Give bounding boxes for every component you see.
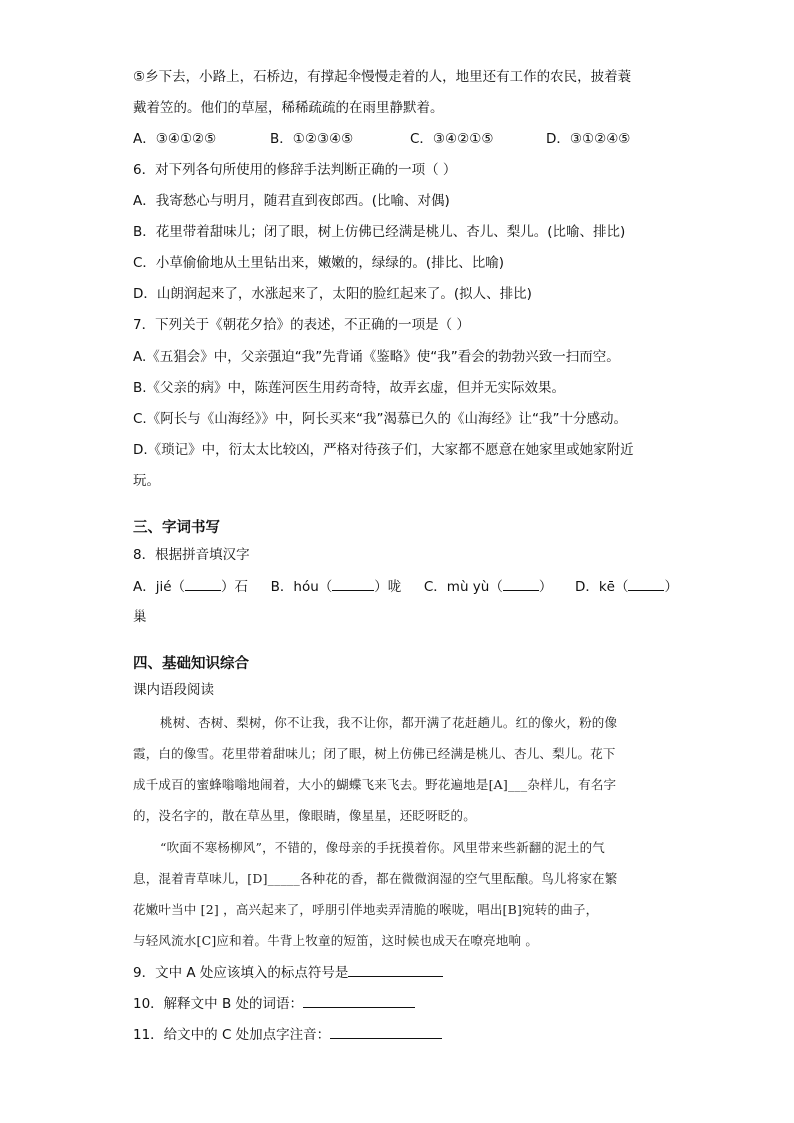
q9-blank[interactable] (348, 962, 443, 977)
passage-p1-line4: 的，没名字的，散在草丛里，像眼睛，像星星，还眨呀眨的。 (133, 808, 476, 823)
q6-choice-d: D．山朗润起来了，水涨起来了，太阳的脸红起来了。(拟人、排比) (133, 286, 532, 302)
section-4-subtitle: 课内语段阅读 (133, 682, 214, 698)
q9-text: 9．文中 A 处应该填入的标点符号是 (133, 965, 349, 981)
q11-row (133, 1024, 442, 1045)
q7-choice-c: C.《阿长与《山海经》》中，阿长买来“我”渴慕已久的《山海经》让“我”十分感动。 (133, 411, 627, 427)
passage-p2-line4: 与轻风流水[C]应和着。牛背上牧童的短笛，这时候也成天在嘹亮地响 。 (133, 933, 539, 948)
q5-choice-d: D．③①②④⑤ (546, 131, 631, 147)
section-3-title: 三、字词书写 (133, 520, 220, 536)
q6-choice-a: A．我寄愁心与明月，随君直到夜郎西。(比喻、对偶) (133, 193, 450, 209)
q8-c-label: C．mù yù（ (423, 579, 503, 595)
q7-choice-b: B.《父亲的病》中，陈莲河医生用药奇特，故弄玄虚，但并无实际效果。 (133, 380, 566, 396)
q8-a-label: A．jié（ (133, 579, 186, 595)
q8-c-tail: ） (538, 579, 553, 595)
q8-blanks-row (133, 576, 678, 597)
q8-a-blank[interactable] (185, 576, 221, 591)
passage-p2-line1: “吹面不寒杨柳风”，不错的，像母亲的手抚摸着你。风里带来些新翻的泥土的气 (160, 840, 605, 855)
q5-choice-a: A．③④①②⑤ (133, 131, 217, 147)
q8-c-blank[interactable] (503, 576, 539, 591)
q7-choice-d-line1: D.《琐记》中，衍太太比较凶，严格对待孩子们，大家都不愿意在她家里或她家附近 (133, 442, 634, 458)
passage-p2-line3: 花嫩叶当中 [2] ，高兴起来了，呼朋引伴地卖弄清脆的喉咙，唱出[B]宛转的曲子， (133, 902, 599, 917)
q8-a-tail: ）石 (221, 579, 249, 595)
q7-choice-a: A.《五猖会》中，父亲强迫“我”先背诵《鉴略》使“我”看会的勃勃兴致一扫而空。 (133, 349, 620, 365)
passage-p1-line1: 桃树、杏树、梨树，你不让我，我不让你，都开满了花赶趟儿。红的像火，粉的像 (160, 715, 618, 730)
passage-p1-line3: 成千成百的蜜蜂嗡嗡地闹着，大小的蝴蝶飞来飞去。野花遍地是[A]___杂样儿，有名字 (133, 777, 617, 792)
q8-b-blank[interactable] (332, 576, 374, 591)
section-4-title: 四、基础知识综合 (133, 656, 249, 672)
q9-row (133, 962, 443, 983)
q6-choice-b: B．花里带着甜味儿；闭了眼，树上仿佛已经满是桃儿、杏儿、梨儿。(比喻、排比) (133, 224, 626, 240)
q8-d-label: D．kē（ (574, 579, 629, 595)
q8-b-label: B．hóu（ (270, 579, 333, 595)
q7-stem: 7．下列关于《朝花夕拾》的表述，不正确的一项是（ ） (133, 317, 470, 333)
q8-d-char: 巢 (133, 609, 147, 625)
q5-option-5-line2: 戴着笠的。他们的草屋，稀稀疏疏的在雨里静默着。 (133, 100, 444, 116)
q11-text: 11．给文中的 C 处加点字注音： (133, 1027, 331, 1043)
passage-p2-line2: 息，混着青草味儿，[D]_____各种花的香，都在微微润湿的空气里酝酿。鸟儿将家在繁 (133, 871, 618, 886)
passage-p1-line2: 霞，白的像雪。花里带着甜味儿；闭了眼，树上仿佛已经满是桃儿、杏儿、梨儿。花下 (133, 746, 616, 761)
q11-blank[interactable] (330, 1024, 442, 1039)
q7-choice-d-line2: 玩。 (133, 473, 160, 489)
q10-text: 10．解释文中 B 处的词语： (133, 996, 304, 1012)
q8-b-tail: ）咙 (374, 579, 402, 595)
q6-choice-c: C．小草偷偷地从土里钻出来，嫩嫩的，绿绿的。(排比、比喻) (133, 255, 504, 271)
q10-blank[interactable] (303, 993, 415, 1008)
q5-choice-b: B．①②③④⑤ (270, 131, 354, 147)
q6-stem: 6．对下列各句所使用的修辞手法判断正确的一项（ ） (133, 162, 457, 178)
q5-option-5-line1: ⑤乡下去，小路上，石桥边，有撑起伞慢慢走着的人，地里还有工作的农民，披着蓑 (133, 69, 632, 85)
q8-d-blank[interactable] (628, 576, 664, 591)
q8-stem: 8．根据拼音填汉字 (133, 547, 250, 563)
q5-choice-c: C．③④②①⑤ (410, 131, 494, 147)
q8-d-tail: ） (664, 579, 678, 595)
q10-row (133, 993, 415, 1014)
